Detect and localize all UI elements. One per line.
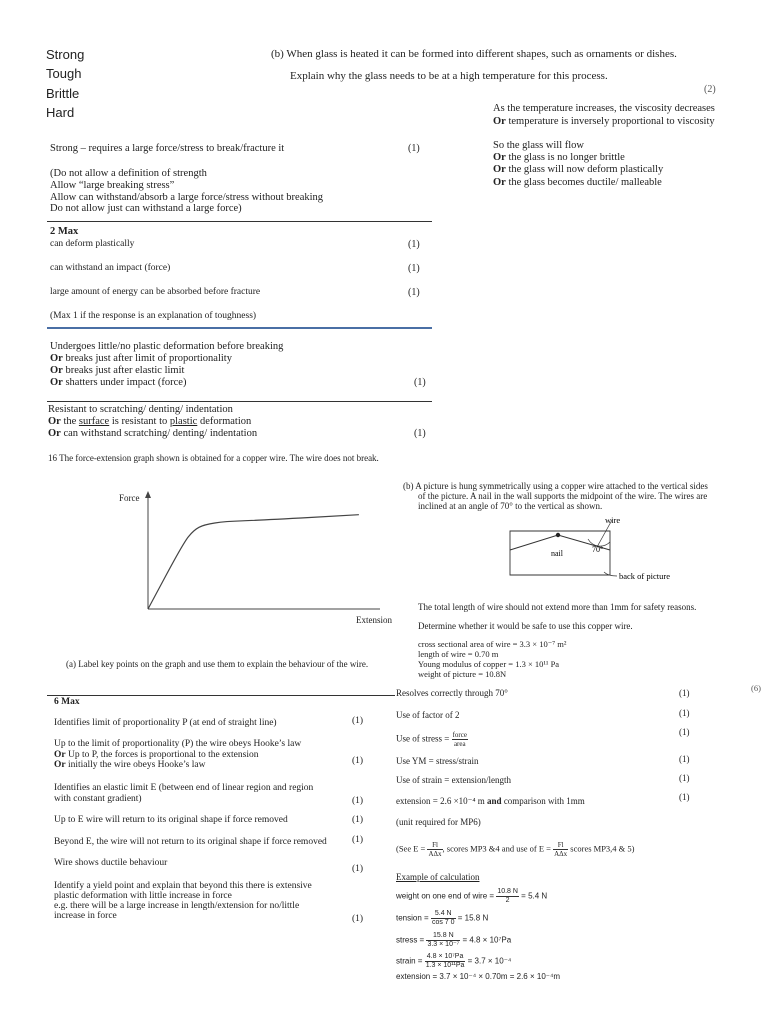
tough-mark-3: (1) (408, 287, 420, 298)
tough-row-1: can deform plastically (50, 239, 135, 249)
q16-marks: (6) (751, 683, 761, 693)
brittle-line-2: Or breaks just after limit of proportionality (50, 353, 232, 364)
strong-note-3: Allow can withstand/absorb a large force/stress without breaking (50, 192, 324, 203)
q16-young: Young modulus of copper = 1.3 × 10¹¹ Pa (418, 659, 560, 669)
scheme-b-mark-4: (1) (679, 754, 690, 764)
glass-answer-6: Or the glass becomes ductile/ malleable (493, 177, 662, 188)
y-axis-arrow (145, 491, 151, 498)
scheme-a-item-7b: plastic deformation with little increase in force (54, 891, 232, 901)
scheme-b-mark-1: (1) (679, 688, 690, 698)
scheme-a-item-3b: with constant gradient) (54, 794, 142, 804)
scheme-a-mark-1: (1) (352, 716, 364, 726)
scheme-b-mark-5: (1) (679, 773, 690, 783)
scheme-a-mark-5: (1) (352, 835, 364, 845)
scheme-a-item-7a: Identify a yield point and explain that beyond this there is extensive (54, 881, 312, 891)
scheme-b-row-4: Use YM = stress/strain (396, 756, 479, 766)
scheme-b-mark-3: (1) (679, 727, 690, 737)
strong-mark: (1) (408, 143, 420, 154)
scheme-b-mark-6: (1) (679, 792, 690, 802)
nail-label: nail (551, 549, 563, 558)
word-hard: Hard (46, 104, 75, 120)
scheme-a-item-2c: Or initially the wire obeys Hooke’s law (54, 760, 206, 770)
scheme-b-unit-note: (unit required for MP6) (396, 817, 481, 827)
q16-part-b-line3: inclined at an angle of 70° to the vertical as shown. (418, 501, 603, 511)
glass-marks: (2) (704, 84, 716, 95)
calc-strain: strain = $\frac{\text{4.8 × 10⁷Pa}}{\text{1.3 × 10¹¹Pa}}$ = 3.7 × 10⁻⁴ (396, 953, 512, 969)
back-of-picture-label: back of picture (619, 571, 670, 581)
tough-row-3: large amount of energy can be absorbed before fracture (50, 287, 261, 297)
divider (47, 695, 395, 696)
scheme-b-row-3: Use of stress = $\frac{\text{force}}{\text{area}}$ (396, 731, 467, 748)
strong-note-1: (Do not allow a definition of strength (50, 168, 207, 179)
scheme-a-mark-2: (1) (352, 756, 364, 766)
picture-wire-diagram (500, 515, 710, 590)
x-axis-label: Extension (356, 615, 392, 625)
hard-mark: (1) (414, 428, 426, 439)
strong-definition: Strong – requires a large force/stress to break/fracture it (50, 143, 285, 154)
scheme-b-row-5: Use of strain = extension/length (396, 775, 512, 785)
tough-mark-1: (1) (408, 239, 420, 250)
scheme-a-item-2a: Up to the limit of proportionality (P) the wire obeys Hooke’s law (54, 739, 302, 749)
force-extension-curve (148, 515, 359, 609)
scheme-a-heading: 6 Max (54, 697, 80, 707)
glass-answer-1: As the temperature increases, the viscosity decreases (493, 103, 715, 114)
q16-part-a: (a) Label key points on the graph and use them to explain the behaviour of the wire. (66, 659, 369, 669)
hard-line-2: Or the surface is resistant to plastic deformation (48, 416, 252, 427)
glass-answer-4: Or the glass is no longer brittle (493, 152, 625, 163)
calc-extension: extension = 3.7 × 10⁻⁴ × 0.70m = 2.6 × 10⁻⁴m (396, 972, 561, 981)
divider-blue (47, 327, 432, 329)
wire-label: wire (605, 515, 621, 525)
strong-note-2: Allow “large breaking stress” (50, 180, 175, 191)
q16-part-b-line1: (b) A picture is hung symmetrically using a copper wire attached to the vertical sides (403, 481, 708, 491)
calc-title: Example of calculation (396, 872, 480, 882)
q16-part-b-line2: of the picture. A nail in the wall supports the midpoint of the wire. The wires are (418, 491, 708, 501)
glass-answer-3: So the glass will flow (493, 140, 584, 151)
angle-label: 70° (592, 545, 604, 554)
scheme-b-row-2: Use of factor of 2 (396, 710, 460, 720)
calc-stress: stress = $\frac{15.8 N}{\text{3.3 × 10⁻⁷}}$ = 4.8 × 10⁷Pa (396, 932, 512, 948)
scheme-a-item-6: Wire shows ductile behaviour (54, 858, 168, 868)
scheme-a-mark-4: (1) (352, 815, 364, 825)
word-brittle: Brittle (46, 85, 80, 101)
hard-line-1: Resistant to scratching/ denting/ indentation (48, 404, 233, 415)
q16-csa: cross sectional area of wire = 3.3 × 10⁻⁷ m² (418, 639, 567, 649)
force-extension-graph (110, 485, 400, 630)
scheme-a-item-7c: e.g. there will be a large increase in length/extension for no/little (54, 901, 300, 911)
word-list (46, 45, 84, 122)
nail (556, 533, 560, 537)
tough-row-2: can withstand an impact (force) (50, 263, 171, 273)
glass-question-line2: Explain why the glass needs to be at a high temperature for this process. (290, 70, 608, 82)
q16-weight: weight of picture = 10.8N (418, 669, 507, 679)
tough-note: (Max 1 if the response is an explanation of toughness) (50, 311, 257, 321)
calc-tension: tension = $\frac{5.4 N}{\cos 7 0}$ = 15.8 N (396, 910, 489, 926)
tough-heading: 2 Max (50, 226, 79, 237)
scheme-a-mark-7: (1) (352, 914, 364, 924)
glass-answer-2: Or temperature is inversely proportional to viscosity (493, 116, 715, 127)
strong-note-4: Do not allow just can withstand a large force) (50, 203, 242, 214)
scheme-a-item-1: Identifies limit of proportionality P (at end of straight line) (54, 718, 277, 728)
scheme-a-item-7d: increase in force (54, 911, 117, 921)
word-strong: Strong (46, 47, 85, 62)
q16-length: length of wire = 0.70 m (418, 649, 499, 659)
scheme-b-row-6: extension = 2.6 ×10⁻⁴ m and comparison with 1mm (396, 796, 585, 806)
scheme-b-mark-2: (1) (679, 708, 690, 718)
tough-mark-2: (1) (408, 263, 420, 274)
scheme-a-item-4: Up to E wire will return to its original shape if force removed (54, 815, 288, 825)
q16-stem: 16 The force-extension graph shown is obtained for a copper wire. The wire does not break. (48, 453, 379, 463)
y-axis-label: Force (119, 493, 140, 503)
brittle-line-1: Undergoes little/no plastic deformation before breaking (50, 341, 284, 352)
glass-question-line1: (b) When glass is heated it can be formed into different shapes, such as ornaments or dishes. (271, 48, 677, 60)
q16-determine: Determine whether it would be safe to use this copper wire. (418, 621, 633, 631)
brittle-line-4: Or shatters under impact (force) (50, 377, 187, 388)
scheme-a-mark-6: (1) (352, 864, 364, 874)
q16-total-length: The total length of wire should not extend more than 1mm for safety reasons. (418, 602, 697, 612)
scheme-a-item-3a: Identifies an elastic limit E (between end of linear region and region (54, 783, 314, 793)
word-tough: Tough (46, 66, 82, 82)
scheme-a-mark-3: (1) (352, 796, 364, 806)
divider (47, 221, 432, 222)
divider (47, 401, 432, 402)
scheme-a-item-5: Beyond E, the wire will not return to its original shape if force removed (54, 837, 327, 847)
scheme-b-row-1: Resolves correctly through 70° (396, 688, 508, 698)
hard-line-3: Or can withstand scratching/ denting/ indentation (48, 428, 258, 439)
scheme-b-see-note: (See E = $\frac{Fl}{\text{AΔx}}$ , scores MP3 &4 and use of E = $\frac{Fl}{\text{AΔx}}$ scores MP3,4 & 5) (396, 841, 635, 858)
calc-weight: weight on one end of wire = $\frac{10.8 N}{2}$ = 5.4 N (396, 888, 548, 904)
brittle-mark: (1) (414, 377, 426, 388)
scheme-a-item-2b: Or Up to P, the forces is proportional to the extension (54, 750, 259, 760)
brittle-line-3: Or breaks just after elastic limit (50, 365, 185, 376)
glass-answer-5: Or the glass will now deform plastically (493, 164, 664, 175)
